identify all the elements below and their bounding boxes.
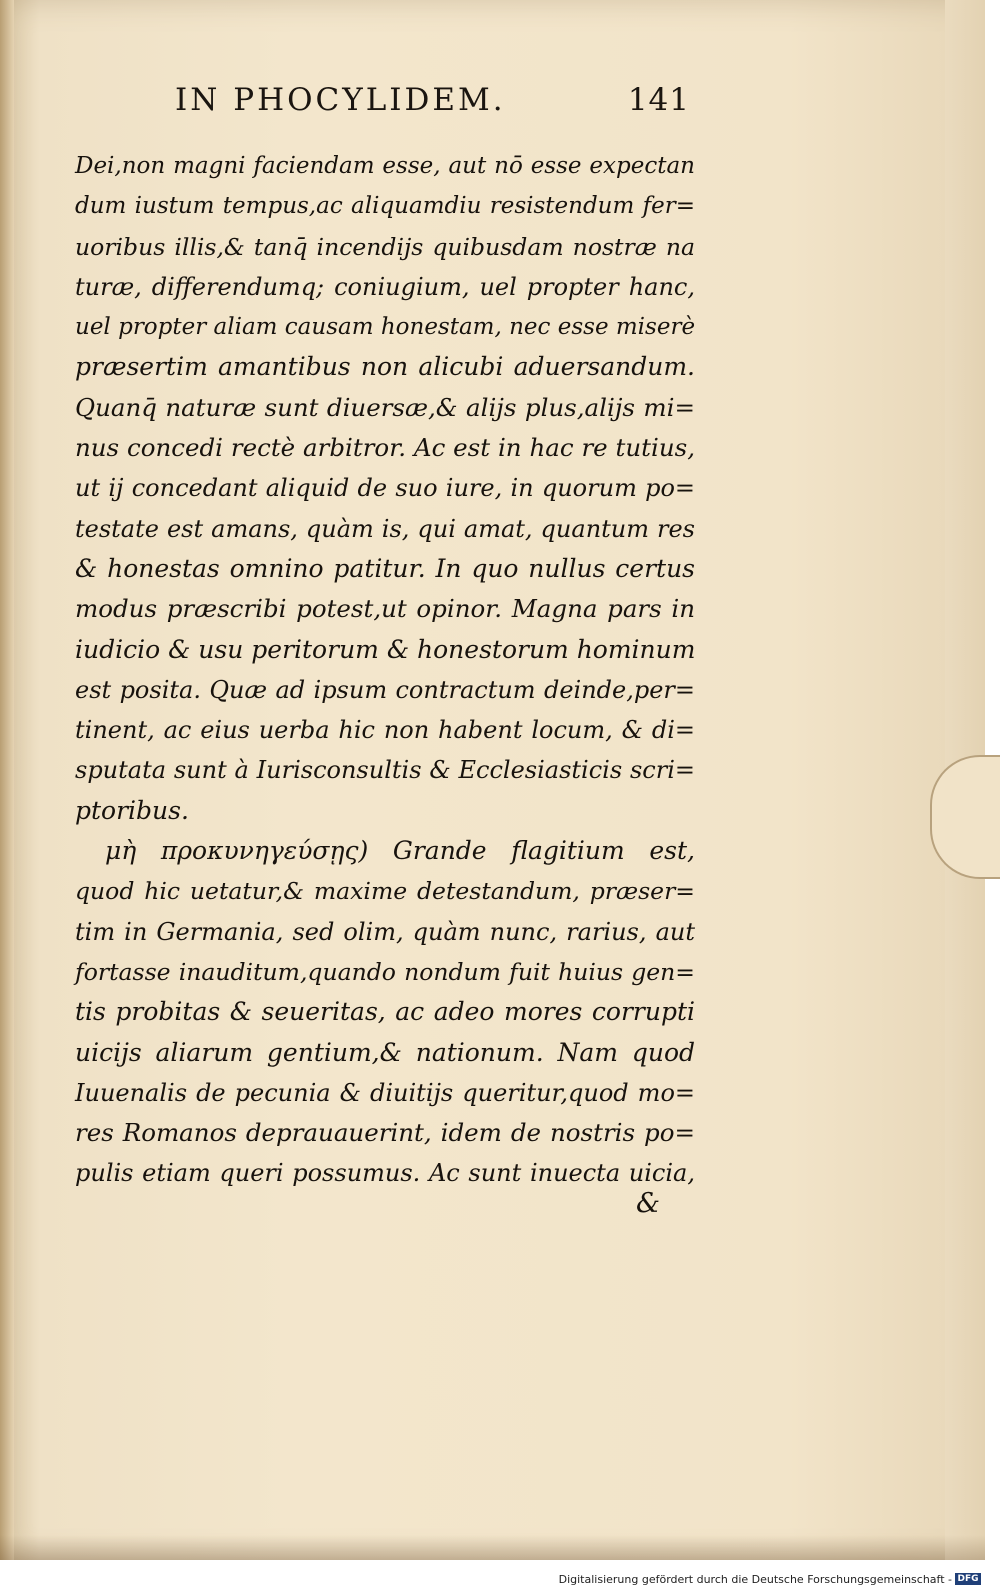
catchword: & (636, 1188, 661, 1219)
text-line: est posita. Quæ ad ipsum contractum deinde,per= (75, 675, 695, 704)
text-line: dum iustum tempus,ac aliquamdiu resistendum fer= (75, 193, 695, 220)
text-line: quod hic uetatur,& maxime detestandum, præser= (75, 877, 695, 906)
text-line: præsertim amantibus non alicubi aduersandum. (75, 352, 695, 382)
text-line: uicijs aliarum gentium,& nationum. Nam quod (75, 1037, 695, 1067)
page-tab-notch (930, 755, 1000, 879)
text-line: ptoribus. (75, 795, 189, 825)
text-line: ut ij concedant aliquid de suo iure, in quorum po= (75, 474, 695, 503)
text-line: μὴ προκυνηγεύσῃς) Grande flagitium est, (105, 836, 695, 866)
text-line: sputata sunt à Iurisconsultis & Ecclesiasticis scri= (75, 756, 695, 785)
text-line: tinent, ac eius uerba hic non habent locum, & di= (75, 716, 695, 745)
text-line: tim in Germania, sed olim, quàm nunc, rarius, aut (75, 917, 695, 946)
text-line: fortasse inauditum,quando nondum fuit huius gen= (75, 957, 695, 986)
body-text (75, 146, 695, 1194)
text-line: pulis etiam queri possumus. Ac sunt inuecta uicia, (75, 1159, 695, 1188)
text-line: res Romanos deprauauerint, idem de nostris po= (75, 1118, 695, 1148)
page-header (175, 82, 690, 127)
text-line: Quanq̄ naturæ sunt diuersæ,& alijs plus,alijs mi= (75, 392, 695, 422)
text-line: uoribus illis,& tanq̄ incendijs quibusdam nostræ na (75, 232, 695, 261)
text-line: Iuuenalis de pecunia & diuitijs queritur,quod mo= (75, 1078, 695, 1107)
text-line: uel propter aliam causam honestam, nec esse miserè (75, 314, 696, 341)
text-line: nus concedi rectè arbitror. Ac est in hac re tutius, (75, 433, 695, 463)
text-line: modus præscribi potest,ut opinor. Magna pars in (75, 594, 695, 624)
page-bottom-shadow (0, 1535, 985, 1560)
page-number: 141 (627, 82, 690, 118)
text-line: & honestas omnino patitur. In quo nullus certus (75, 553, 695, 583)
text-line: iudicio & usu peritorum & honestorum hominum (75, 634, 696, 664)
text-line: turæ, differendumq; coniugium, uel propter hanc, (75, 272, 695, 301)
text-line: Dei,non magni faciendam esse, aut nō esse expectan (75, 153, 695, 179)
dfg-logo-icon: DFG (955, 1573, 981, 1585)
running-title: IN PHOCYLIDEM. (175, 82, 506, 118)
text-line: testate est amans, quàm is, qui amat, quantum res (75, 514, 695, 543)
text-line: tis probitas & seueritas, ac adeo mores corrupti (75, 997, 695, 1027)
page-gutter-edge (0, 0, 14, 1560)
digitization-credit: Digitalisierung gefördert durch die Deutsche Forschungsgemeinschaft - (558, 1573, 952, 1586)
